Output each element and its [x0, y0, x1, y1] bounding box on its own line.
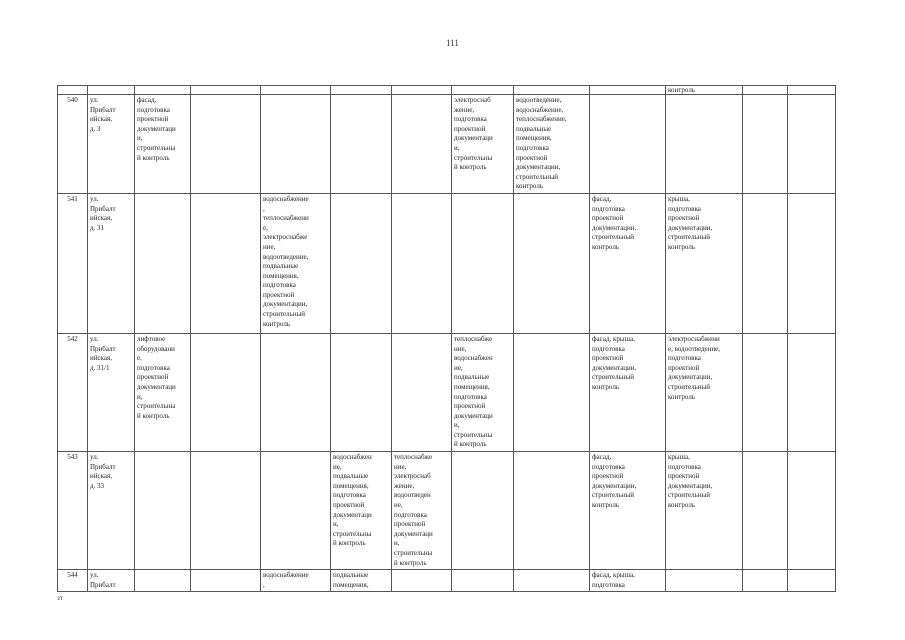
table-cell	[261, 95, 331, 194]
table-cell	[743, 452, 788, 570]
table-cell	[788, 333, 836, 451]
table-cell	[392, 333, 452, 451]
row-number-cell: 541	[58, 193, 88, 333]
table-row	[58, 333, 836, 451]
table-cell: теплоснабже ние, электроснаб жение, водоотведен ие, подготовка проектной документаци и, строительны й контроль	[392, 452, 452, 570]
table-cell	[590, 95, 666, 194]
table-cell	[392, 570, 452, 592]
capital-repair-table	[57, 85, 836, 592]
table-cell	[261, 86, 331, 95]
table-cell	[261, 333, 331, 451]
table-cell	[788, 95, 836, 194]
table-cell	[191, 452, 261, 570]
address-cell: ул. Прибалт	[88, 570, 135, 592]
table-cell: фасад, крыша, подготовка	[590, 570, 666, 592]
table-cell	[331, 333, 392, 451]
table-cell: водоснабжен ие, подвальные помещения, подготовка проектной документаци и, строительны й контроль	[331, 452, 392, 570]
table-cell: лифтовое оборудовани е, подготовка проектной документаци и, строительны й контроль	[135, 333, 191, 451]
table-cell: фасад, подготовка проектной документаци и, строительны й контроль	[135, 95, 191, 194]
table-cell: водоснабжение ,	[261, 570, 331, 592]
table-cell	[331, 86, 392, 95]
table-cell	[261, 452, 331, 570]
table-cell	[743, 570, 788, 592]
table-cell	[788, 452, 836, 570]
table-cell	[666, 95, 743, 194]
table-cell	[392, 95, 452, 194]
address-cell: ул. Прибалт ийская, д. 31/1	[88, 333, 135, 451]
table-cell	[514, 570, 590, 592]
table-row	[58, 95, 836, 194]
table-row	[58, 193, 836, 333]
address-cell: ул. Прибалт ийская, д. 3	[88, 95, 135, 194]
row-number-cell: 542	[58, 333, 88, 451]
table-cell	[392, 86, 452, 95]
table-cell	[788, 86, 836, 95]
row-number-cell: 544	[58, 570, 88, 592]
table-cell	[135, 86, 191, 95]
table-cell	[743, 193, 788, 333]
row-number-cell: 543	[58, 452, 88, 570]
table-cell	[743, 86, 788, 95]
table-cell	[135, 452, 191, 570]
table-cell	[191, 95, 261, 194]
table-cell	[666, 570, 743, 592]
table-cell	[743, 95, 788, 194]
table-cell	[88, 86, 135, 95]
table-cell: теплоснабже ние, водоснабжен ие, подвальные помещения, подготовка проектной документаци и, строительны й контроль	[452, 333, 514, 451]
table-cell	[135, 570, 191, 592]
row-number-cell: 540	[58, 95, 88, 194]
table-cell: подвальные помещения,	[331, 570, 392, 592]
table-cell: водоснабжение , теплоснабжени е, электроснабже ние, водоотведение, подвальные помещения, подготовка проектной документации, строительный контроль	[261, 193, 331, 333]
table-cell	[514, 193, 590, 333]
table-cell: контроль	[666, 86, 743, 95]
table-cell: электроснаб жение, подготовка проектной документаци и, строительны й контроль	[452, 95, 514, 194]
table-cell: фасад, подготовка проектной документации, строительный контроль	[590, 452, 666, 570]
table-cell	[514, 452, 590, 570]
table-cell	[58, 86, 88, 95]
table-cell	[743, 333, 788, 451]
table-cell	[191, 193, 261, 333]
footnote-mark: зт	[57, 594, 63, 602]
table-cell	[452, 193, 514, 333]
table-cell	[514, 333, 590, 451]
table-row	[58, 452, 836, 570]
table-cell	[452, 86, 514, 95]
page-number: 111	[446, 38, 459, 48]
table-cell	[514, 86, 590, 95]
address-cell: ул. Прибалт ийская, д. 31	[88, 193, 135, 333]
table-cell	[392, 193, 452, 333]
table-cell	[331, 95, 392, 194]
table-cell: электроснабжени е, водоотведение, подготовка проектной документации, строительный контроль	[666, 333, 743, 451]
table-cell	[331, 193, 392, 333]
table-cell	[788, 193, 836, 333]
table-cell	[135, 193, 191, 333]
table-row	[58, 570, 836, 592]
table-cell	[452, 452, 514, 570]
table-cell	[452, 570, 514, 592]
table-cell	[191, 333, 261, 451]
table-cell: водоотведение, водоснабжение, теплоснабжение, подвальные помещения, подготовка проектной документации, строительный контроль	[514, 95, 590, 194]
address-cell: ул. Прибалт ийская, д. 33	[88, 452, 135, 570]
table-cell: фасад, подготовка проектной документации, строительный контроль	[590, 193, 666, 333]
table-cell	[191, 570, 261, 592]
table-cell: крыша, подготовка проектной документации, строительный контроль	[666, 452, 743, 570]
table-cell	[191, 86, 261, 95]
table-cell	[788, 570, 836, 592]
table-cell: фасад, крыша, подготовка проектной документации, строительный контроль	[590, 333, 666, 451]
table-cell	[590, 86, 666, 95]
continuation-row	[58, 86, 836, 95]
table-cell: крыша, подготовка проектной документации, строительный контроль	[666, 193, 743, 333]
